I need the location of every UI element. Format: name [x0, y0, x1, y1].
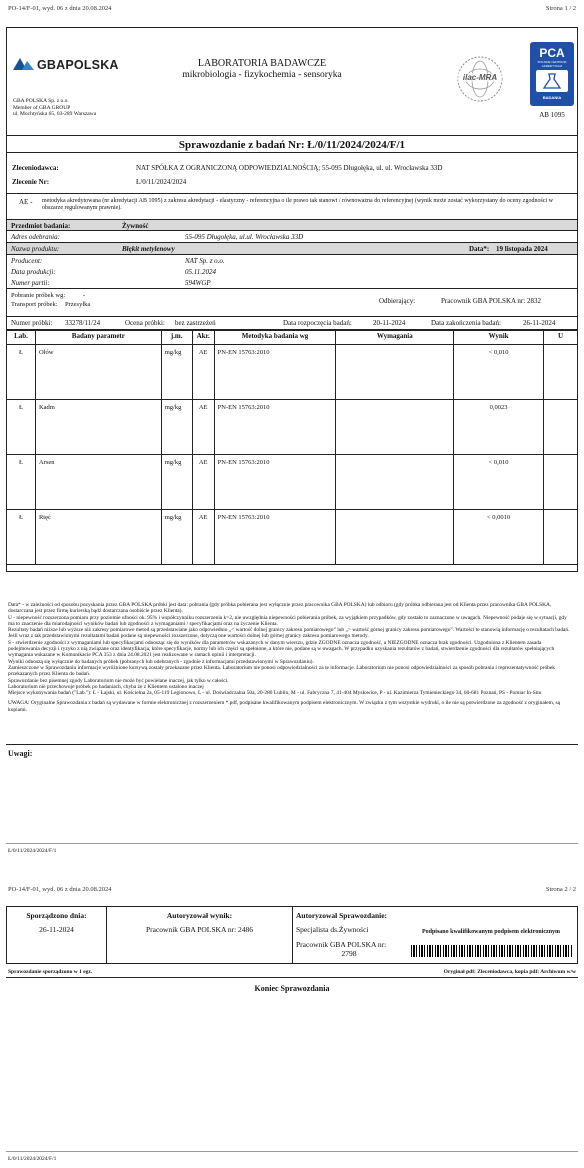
page2-footer-divider [6, 1151, 578, 1152]
cell-requirements [336, 345, 454, 400]
cell-lab: Ł [7, 455, 36, 510]
report-title: Sprawozdanie z badań Nr: Ł/0/11/2024/2024/F/1 [178, 139, 406, 151]
note-text: Zamieszczone w Sprawozdaniu informacje wyróżnione kursywą zostały przekazane przez Klienta. Laboratorium nie ponosi odpowiedzialności za te informacje. Laboratorium nie ponosi odpowiedzialności za sposób pobrania i reprezentatywność próbek przekazanych przez Klienta do badań. [8, 664, 555, 678]
col-header-unit: j.m. [161, 331, 192, 345]
company-address: GBA POLSKA Sp. z o.o. Member of GBA GROUP ul. Mochtyńska 65, 03-289 Warszawa [13, 98, 97, 117]
producer-label: Producent: [11, 257, 43, 265]
col-header-lab: Lab. [7, 331, 36, 345]
assessment-label: Ocena próbki: [125, 319, 165, 327]
product-value: Błękit metylenowy [122, 245, 175, 253]
table-header-row [7, 331, 578, 345]
table-row [7, 400, 578, 455]
page-number: Strona 1 / 2 [545, 5, 576, 12]
note-text: Laboratorium nie przechowuje próbek po badaniach, chyba że z Klientem ustalono inaczej [8, 683, 204, 690]
cell-lab: Ł [7, 345, 36, 400]
gba-logo-text: GBAPOLSKA [37, 58, 119, 72]
address-label: Adres odebrania: [11, 233, 60, 241]
cell-unit: mg/kg [161, 510, 192, 565]
sample-no-value: 33278/11/24 [65, 319, 101, 327]
order-value: Ł/0/11/2024/2024 [136, 178, 187, 186]
note-text: S - stwierdzenie zgodności z wymaganiami lub specyfikacjami odnosząc się do wyników dla parametrów wskazanych w danym wierszu, gdzie ZGODNE oznacza zgodność, a NIEZGODNE oznacza brak zgodności. Uzgodniona z Klientem zasada podejmowania decyzji i ryzyko z nią związane oraz identyfikacja, które specyfikacje, normy lub ich części są spełnione, a które nie, podane są w uwagach. W przypadku uzyskania rezultatów z badań, stwierdzenie zgodności dla rezultatów spełniających wymagania wskazane w Komunikacie PCA 353 z dnia 24.08.2021 jest realizowane w ramach opinii i interpretacji. [8, 639, 555, 659]
note-text: Rezultaty badań niższe lub wyższe niż zakresy pomiarowe metod są przedstawiane jako odpowiednio „< wartość dolnej granicy zakresu pomiarowego” lub „> wartość górnej granicy zakresu pomiarowego”. Wartości te stanowią informację o rezultatach badań. Jeśli wraz z tak przedstawionymi rezultatami badań podane są niepewności rozszerzone, dotyczą one wartości dolnej lub górnej granicy zakresu pomiarowego metody. [8, 627, 570, 640]
authorized-role: Specjalista ds.Żywności [296, 925, 369, 934]
cell-param: Kadm [35, 400, 161, 455]
authorized-result-label: Autoryzował wynik: [166, 911, 233, 920]
client-value: NAT SPÓŁKA Z OGRANICZONĄ ODPOWIEDZIALNOŚCIĄ; 55-095 Długołęka, ul. ul. Wrocławska 33D [136, 164, 443, 172]
table-row [7, 455, 578, 510]
pca-emblem [536, 70, 568, 92]
copies-text: Sprawozdanie sporządzono w 1 egz. [8, 969, 93, 975]
cell-akr: AE [192, 455, 214, 510]
cell-requirements [336, 510, 454, 565]
barcode [411, 945, 573, 957]
date-value: 19 listopada 2024 [496, 245, 548, 253]
cell-akr: AE [192, 510, 214, 565]
cell-result: < 0,010 [454, 455, 544, 510]
subject-label: Przedmiot badania: [11, 222, 71, 230]
gba-logo-icon [13, 58, 35, 71]
accreditation-number: AB 1095 [539, 111, 565, 119]
note-text: Wyniki odnoszą się wyłącznie do badanych próbek (pobranych lub odebranych - zgodnie z informacjami przedstawionymi w Sprawozdaniu). [8, 658, 314, 665]
remarks-divider [6, 744, 578, 745]
authorized-result-value: Pracownik GBA POLSKA nr: 2486 [145, 925, 254, 934]
receiver-value: Pracownik GBA POLSKA nr: 2832 [441, 297, 541, 305]
cell-method: PN-EN 15763:2010 [214, 455, 336, 510]
cell-result: < 0,0010 [454, 510, 544, 565]
sample-no-label: Numer próbki: [11, 319, 53, 327]
cell-param: Rtęć [35, 510, 161, 565]
ae-text: metodyka akredytowana (nr akredytacji AB 1095) z zakresu akredytacji - elastyczny - referencyjna o ile prawo tak stanowi / równoważna do referencyjnej (wynik może zostać wykorzystany do oceny zgodności w obszarze regulowanym prawnie). [42, 198, 553, 211]
end-of-report: Koniec Sprawozdania [254, 984, 330, 993]
end-label: Data zakończenia badań: [431, 319, 501, 327]
note-text: U - niepewność rozszerzona pomiaru przy poziomie ufności ok. 95% i współczynniku rozszerzenia k=2, nie uwzględnia niepewności pobierania próbek, za wyjątkiem przypadków, gdy zostało to zaznaczone w uwagach. Niepewność podaje się w sytuacji, gdy ma to znaczenie dla miarodajności wyników badań lub zgodności z wymaganiami / specyfikacjami oraz na życzenie Klienta. [8, 614, 567, 627]
page1-footer-divider [6, 843, 578, 844]
cell-unit: mg/kg [161, 455, 192, 510]
doc-code: PO-14/F-01, wyd. 06 z dnia 20.08.2024 [8, 5, 112, 12]
cell-unit: mg/kg [161, 345, 192, 400]
table-row [7, 345, 578, 400]
notes-section [8, 602, 574, 713]
product-label: Nazwa produktu: [11, 245, 60, 253]
end-value: 26-11-2024 [523, 319, 556, 327]
ae-label: AE - [19, 198, 33, 206]
cell-method: PN-EN 15763:2010 [214, 510, 336, 565]
cell-method: PN-EN 15763:2010 [214, 345, 336, 400]
batch-label: Numer partii: [11, 279, 50, 287]
col-header-result: Wynik [454, 331, 544, 345]
prepared-value: 26-11-2024 [39, 925, 74, 934]
order-label: Zlecenie Nr: [12, 178, 50, 186]
cell-lab: Ł [7, 400, 36, 455]
page2-footer-code: Ł/0/11/2024/2024/F/1 [8, 1156, 57, 1162]
cell-uncertainty [544, 345, 578, 400]
transport-label: Transport próbek: [11, 301, 58, 308]
cell-unit: mg/kg [161, 400, 192, 455]
start-value: 20-11-2024 [373, 319, 406, 327]
page1-footer-code: Ł/0/11/2024/2024/F/1 [8, 848, 57, 854]
original-text: Oryginał pdf: Zleceniodawca, kopia pdf: Archiwum w/w [443, 969, 576, 975]
results-table [6, 330, 578, 565]
cell-method: PN-EN 15763:2010 [214, 400, 336, 455]
remarks-label: Uwagi: [8, 749, 33, 758]
page1-frame [6, 27, 578, 572]
col-header-param: Badany parametr [35, 331, 161, 345]
cell-uncertainty [544, 400, 578, 455]
gba-logo [13, 58, 133, 72]
authorized-report-label: Autoryzował Sprawozdanie: [296, 911, 388, 920]
page2-divider [6, 977, 578, 978]
cell-requirements [336, 455, 454, 510]
cell-param: Arsen [35, 455, 161, 510]
prod-date-label: Data produkcji: [11, 268, 56, 276]
col-header-akr: Akr. [192, 331, 214, 345]
flask-icon [536, 70, 568, 92]
ilac-mra-logo: ilac-MRA [455, 54, 505, 104]
signature-block [6, 906, 578, 964]
cell-akr: AE [192, 400, 214, 455]
sampling-value: - [83, 292, 86, 299]
note-text: Sprawozdanie bez pisemnej zgody Laboratorium nie może być powielane inaczej, jak tylko w całości. [8, 677, 229, 684]
page2-page-number: Strona 2 / 2 [545, 886, 576, 893]
table-row [7, 510, 578, 565]
prod-date-value: 05.11.2024 [185, 268, 216, 276]
col-header-uncertainty: U [544, 331, 578, 345]
batch-value: 594WGP [185, 279, 211, 287]
client-label: Zleceniodawca: [12, 164, 59, 172]
sampling-label: Pobranie próbek wg: [11, 292, 66, 299]
lab-subtitle: mikrobiologia - fizykochemia - sensoryka [182, 70, 342, 80]
note-text: Data* - w zależności od sposobu pozyskania przez GBA POLSKA próbki jest data: pobrania (gdy próbka pobierana jest wyłącznie przez pracownika GBA POLSKA) lub odbioru (gdy próbka odbierana jest od Klienta przez pracownika GBA POLSKA, dostarczana jest przez firmę kurierską bądź dostarczana osobiście przez Klienta). [8, 602, 552, 615]
col-header-requirements: Wymagania [336, 331, 454, 345]
authorized-employee-number: 2798 [341, 949, 357, 958]
prepared-label: Sporządzono dnia: [26, 911, 87, 920]
page2-doc-code: PO-14/F-01, wyd. 06 z dnia 20.08.2024 [8, 886, 112, 893]
cell-uncertainty [544, 510, 578, 565]
receiver-label: Odbierający: [379, 297, 416, 305]
transport-value: Przesyłka [65, 301, 91, 308]
col-header-method: Metodyka badania wg [214, 331, 336, 345]
cell-uncertainty [544, 455, 578, 510]
address-value: 55-095 Długołęka, ul.ul. Wrocławska 33D [185, 233, 304, 241]
cell-result: < 0,010 [454, 345, 544, 400]
cell-result: 0,0023 [454, 400, 544, 455]
date-label: Data*: [469, 245, 490, 253]
cell-akr: AE [192, 345, 214, 400]
lab-title: LABORATORIA BADAWCZE [197, 58, 327, 69]
assessment-value: bez zastrzeżeń [175, 319, 216, 327]
cell-lab: Ł [7, 510, 36, 565]
authorized-employee: Pracownik GBA POLSKA nr: [296, 940, 387, 949]
producer-value: NAT Sp. z o.o. [185, 257, 225, 265]
pca-logo: PCA POLSKIE CENTRUM AKREDYTACJI BADANIA [530, 42, 574, 106]
subject-value: Żywność [122, 222, 149, 230]
cell-requirements [336, 400, 454, 455]
note-text: Miejsce wykonywania badań ("Lab."): Ł - Łajski, ul. Kościelna 2a, 05-119 Legionowo, L - ul. Doświadczalna 50a, 20-280 Lublin, M - ul. Fabryczna 7, 41-404 Mysłowice, P - ul. Kazimierza Tymienieckiego 34, 60-681 Poznań, PS - Pomiar In-Situ [8, 690, 542, 697]
start-label: Data rozpoczęcia badań: [283, 319, 352, 327]
note-text: UWAGA: Oryginalne Sprawozdania z badań są wydawane w formie elektronicznej z rozszerzeniem *.pdf, podpisane kwalifikowanym podpisem elektronicznym. W związku z tym wszystkie wydruki, o ile nie są potwierdzone za zgodność z oryginałem, są kopiami. [8, 700, 561, 713]
signature-text: Podpisano kwalifikowanym podpisem elektronicznym [421, 929, 561, 935]
cell-param: Ołów [35, 345, 161, 400]
